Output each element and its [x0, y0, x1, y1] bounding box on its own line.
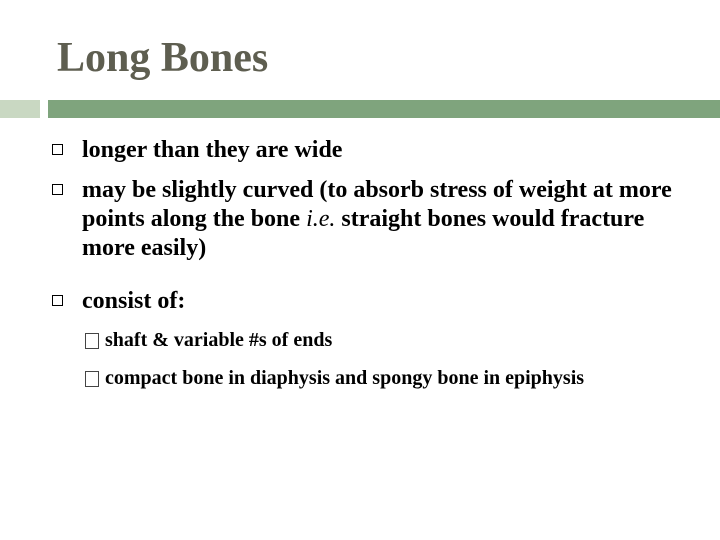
bullet-text-part: may be slightly curved (to absorb stress of weight at more points along the bone: [82, 177, 672, 232]
title-rule-accent: [0, 100, 40, 118]
bullet-item: [82, 287, 702, 316]
hollow-square-icon: [52, 295, 63, 306]
hollow-square-icon: [52, 144, 63, 155]
bullet-text-italic: i.e.: [306, 206, 336, 232]
title-rule: [48, 100, 720, 118]
bullet-text: longer than they are wide: [82, 137, 343, 163]
sub-bullet-text: shaft & variable #s of ends: [105, 329, 333, 351]
bullet-text: consist of:: [82, 288, 186, 314]
slide-title: Long Bones: [57, 35, 269, 81]
checkbox-square-icon: [85, 333, 99, 349]
checkbox-square-icon: [85, 371, 99, 387]
bullet-item: [82, 136, 702, 165]
bullet-text-part: straight bones would fracture more easily): [82, 206, 645, 261]
sub-bullet-item: [105, 364, 685, 393]
sub-bullet-item: [105, 326, 685, 355]
bullet-item: [82, 176, 702, 263]
hollow-square-icon: [52, 184, 63, 195]
sub-bullet-text: compact bone in diaphysis and spongy bone in epiphysis: [105, 367, 585, 389]
